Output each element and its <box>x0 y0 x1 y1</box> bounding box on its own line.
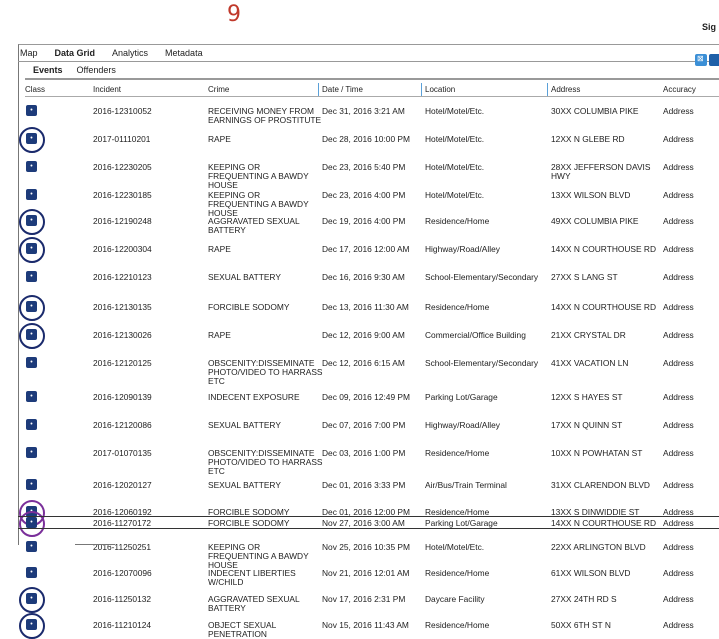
accuracy-cell: Address <box>663 162 694 172</box>
address-cell: 14XX N COURTHOUSE RD <box>551 518 657 528</box>
datetime-cell: Nov 21, 2016 12:01 AM <box>322 568 410 578</box>
datetime-cell: Dec 23, 2016 5:40 PM <box>322 162 406 172</box>
class-icon[interactable]: • <box>26 189 37 200</box>
handwritten-circle-mark <box>19 295 45 321</box>
class-icon[interactable]: • <box>26 391 37 402</box>
tab-offenders[interactable]: Offenders <box>76 65 116 75</box>
handwritten-circle-mark <box>19 237 45 263</box>
address-cell: 31XX CLARENDON BLVD <box>551 480 650 490</box>
handwritten-circle-mark <box>19 613 45 639</box>
address-cell: 13XX WILSON BLVD <box>551 190 631 200</box>
col-header-incident[interactable]: Incident <box>93 85 122 94</box>
handwritten-page-number: 9 <box>227 2 241 27</box>
datetime-cell: Dec 01, 2016 3:33 PM <box>322 480 406 490</box>
datetime-cell: Dec 28, 2016 10:00 PM <box>322 134 410 144</box>
datetime-cell: Nov 27, 2016 3:00 AM <box>322 518 405 528</box>
crime-cell: KEEPING OR FREQUENTING A BAWDY HOUSE <box>208 190 309 218</box>
app-frame <box>18 44 719 545</box>
address-cell: 27XX 24TH RD S <box>551 594 617 604</box>
location-cell: Residence/Home <box>425 507 490 517</box>
class-icon[interactable]: • <box>26 271 37 282</box>
datetime-cell: Dec 13, 2016 11:30 AM <box>322 302 409 312</box>
datetime-cell: Dec 07, 2016 7:00 PM <box>322 420 406 430</box>
incident-cell: 2016-12120086 <box>93 420 152 430</box>
crime-cell: AGGRAVATED SEXUAL BATTERY <box>208 594 300 613</box>
class-icon[interactable]: • <box>26 479 37 490</box>
accuracy-cell: Address <box>663 480 694 490</box>
address-cell: 22XX ARLINGTON BLVD <box>551 542 646 552</box>
location-cell: Commercial/Office Building <box>425 330 526 340</box>
address-cell: 10XX N POWHATAN ST <box>551 448 643 458</box>
class-icon[interactable]: • <box>26 301 37 312</box>
tab-metadata[interactable]: Metadata <box>165 48 203 58</box>
datetime-cell: Nov 17, 2016 2:31 PM <box>322 594 406 604</box>
incident-cell: 2016-11250251 <box>93 542 152 552</box>
incident-cell: 2016-12230205 <box>93 162 152 172</box>
address-cell: 30XX COLUMBIA PIKE <box>551 106 639 116</box>
handwritten-circle-mark <box>19 323 45 349</box>
class-icon[interactable]: • <box>26 243 37 254</box>
crime-cell: RAPE <box>208 134 231 144</box>
address-cell: 27XX S LANG ST <box>551 272 618 282</box>
location-cell: Hotel/Motel/Etc. <box>425 162 485 172</box>
handwritten-circle-mark <box>19 127 45 153</box>
tab-events[interactable]: Events <box>33 65 63 75</box>
export-icon[interactable] <box>695 54 707 66</box>
accuracy-cell: Address <box>663 216 694 226</box>
datetime-cell: Dec 01, 2016 12:00 PM <box>322 507 410 517</box>
datetime-cell: Dec 03, 2016 1:00 PM <box>322 448 406 458</box>
location-cell: Residence/Home <box>425 302 490 312</box>
location-cell: School-Elementary/Secondary <box>425 358 539 368</box>
datetime-cell: Nov 25, 2016 10:35 PM <box>322 542 410 552</box>
location-cell: Hotel/Motel/Etc. <box>425 134 485 144</box>
crime-cell: RAPE <box>208 330 231 340</box>
datetime-cell: Dec 17, 2016 12:00 AM <box>322 244 410 254</box>
location-cell: Residence/Home <box>425 448 490 458</box>
address-cell: 13XX S DINWIDDIE ST <box>551 507 640 517</box>
incident-cell: 2016-12190248 <box>93 216 152 226</box>
incident-cell: 2016-12230185 <box>93 190 152 200</box>
crime-cell: SEXUAL BATTERY <box>208 420 281 430</box>
accuracy-cell: Address <box>663 244 694 254</box>
location-cell: Residence/Home <box>425 620 490 630</box>
class-icon[interactable]: • <box>26 133 37 144</box>
address-cell: 21XX CRYSTAL DR <box>551 330 626 340</box>
datetime-cell: Dec 12, 2016 6:15 AM <box>322 358 405 368</box>
class-icon[interactable]: • <box>26 161 37 172</box>
tab-analytics[interactable]: Analytics <box>112 48 149 58</box>
crime-cell: FORCIBLE SODOMY <box>208 518 290 528</box>
address-cell: 12XX S HAYES ST <box>551 392 623 402</box>
crime-cell: INDECENT EXPOSURE <box>208 392 300 402</box>
crime-cell: RECEIVING MONEY FROM EARNINGS OF PROSTITUTE <box>208 106 322 125</box>
crime-cell: OBSCENITY:DISSEMINATE PHOTO/VIDEO TO HARRASS ETC <box>208 448 323 476</box>
crime-cell: FORCIBLE SODOMY <box>208 302 290 312</box>
handwritten-underline <box>18 516 719 517</box>
accuracy-cell: Address <box>663 330 694 340</box>
col-header-address[interactable]: Address <box>551 85 581 94</box>
top-right-label: Sig <box>702 22 717 32</box>
class-icon[interactable]: • <box>26 541 37 552</box>
class-icon[interactable]: • <box>26 447 37 458</box>
class-icon[interactable]: • <box>26 593 37 604</box>
class-icon[interactable]: • <box>26 357 37 368</box>
crime-cell: OBJECT SEXUAL PENETRATION <box>208 620 276 639</box>
incident-cell: 2016-12060192 <box>93 507 152 517</box>
header-divider <box>25 96 719 97</box>
incident-cell: 2016-12210123 <box>93 272 152 282</box>
address-cell: 50XX 6TH ST N <box>551 620 611 630</box>
settings-icon[interactable] <box>709 54 719 66</box>
accuracy-cell: Address <box>663 542 694 552</box>
accuracy-cell: Address <box>663 568 694 578</box>
crime-cell: KEEPING OR FREQUENTING A BAWDY HOUSE <box>208 542 309 570</box>
main-nav-tabs <box>20 46 220 60</box>
class-icon[interactable]: • <box>26 215 37 226</box>
address-cell: 14XX N COURTHOUSE RD <box>551 244 657 254</box>
accuracy-cell: Address <box>663 507 694 517</box>
handwritten-circle-mark <box>19 511 45 537</box>
accuracy-cell: Address <box>663 134 694 144</box>
class-icon[interactable]: • <box>26 567 37 578</box>
datetime-cell: Dec 23, 2016 4:00 PM <box>322 190 406 200</box>
col-resize-handle[interactable] <box>547 83 548 97</box>
location-cell: Hotel/Motel/Etc. <box>425 190 485 200</box>
location-cell: Hotel/Motel/Etc. <box>425 106 485 116</box>
col-header-location[interactable]: Location <box>425 85 456 94</box>
location-cell: School-Elementary/Secondary <box>425 272 539 282</box>
address-cell: 41XX VACATION LN <box>551 358 629 368</box>
address-cell: 12XX N GLEBE RD <box>551 134 625 144</box>
tab-map[interactable]: Map <box>20 48 38 58</box>
col-header-datetime[interactable]: Date / Time <box>322 85 363 94</box>
crime-cell: INDECENT LIBERTIES W/CHILD <box>208 568 296 587</box>
accuracy-cell: Address <box>663 420 694 430</box>
crime-cell: AGGRAVATED SEXUAL BATTERY <box>208 216 300 235</box>
crime-cell: FORCIBLE SODOMY <box>208 507 290 517</box>
address-cell: 28XX JEFFERSON DAVIS HWY <box>551 162 651 181</box>
incident-cell: 2016-12200304 <box>93 244 152 254</box>
handwritten-underline <box>18 528 719 529</box>
address-cell: 17XX N QUINN ST <box>551 420 623 430</box>
incident-cell: 2017-01110201 <box>93 134 151 144</box>
accuracy-cell: Address <box>663 594 694 604</box>
class-icon[interactable]: • <box>26 517 37 528</box>
location-cell: Air/Bus/Train Terminal <box>425 480 507 490</box>
datetime-cell: Dec 09, 2016 12:49 PM <box>322 392 410 402</box>
incident-cell: 2016-12090139 <box>93 392 152 402</box>
location-cell: Parking Lot/Garage <box>425 392 498 402</box>
crime-cell: KEEPING OR FREQUENTING A BAWDY HOUSE <box>208 162 309 190</box>
location-cell: Daycare Facility <box>425 594 485 604</box>
col-header-crime[interactable]: Crime <box>208 85 230 94</box>
datetime-cell: Dec 31, 2016 3:21 AM <box>322 106 405 116</box>
crime-cell: SEXUAL BATTERY <box>208 480 281 490</box>
tab-data-grid[interactable]: Data Grid <box>54 48 96 58</box>
accuracy-cell: Address <box>663 518 694 528</box>
incident-cell: 2016-11270172 <box>93 518 152 528</box>
incident-cell: 2017-01070135 <box>93 448 152 458</box>
datetime-cell: Dec 19, 2016 4:00 PM <box>322 216 406 226</box>
incident-cell: 2016-12070096 <box>93 568 152 578</box>
accuracy-cell: Address <box>663 392 694 402</box>
location-cell: Residence/Home <box>425 216 490 226</box>
location-cell: Hotel/Motel/Etc. <box>425 542 485 552</box>
accuracy-cell: Address <box>663 620 694 630</box>
incident-cell: 2016-12130026 <box>93 330 152 340</box>
grid-header <box>18 83 719 96</box>
accuracy-cell: Address <box>663 272 694 282</box>
location-cell: Highway/Road/Alley <box>425 244 500 254</box>
class-icon[interactable]: • <box>26 619 37 630</box>
incident-cell: 2016-12120125 <box>93 358 152 368</box>
accuracy-cell: Address <box>663 358 694 368</box>
incident-cell: 2016-11250132 <box>93 594 152 604</box>
nav-divider <box>18 61 719 62</box>
incident-cell: 2016-12310052 <box>93 106 152 116</box>
incident-cell: 2016-12130135 <box>93 302 152 312</box>
incident-cell: 2016-11210124 <box>93 620 152 630</box>
footer-mark <box>75 544 115 545</box>
handwritten-circle-mark <box>19 587 45 613</box>
accuracy-cell: Address <box>663 448 694 458</box>
accuracy-cell: Address <box>663 106 694 116</box>
col-resize-handle[interactable] <box>421 83 422 97</box>
crime-cell: RAPE <box>208 244 231 254</box>
subtab-divider <box>25 78 719 80</box>
col-header-class[interactable]: Class <box>25 85 46 94</box>
datetime-cell: Nov 15, 2016 11:43 AM <box>322 620 409 630</box>
datetime-cell: Dec 16, 2016 9:30 AM <box>322 272 405 282</box>
class-icon[interactable]: • <box>26 506 37 517</box>
address-cell: 49XX COLUMBIA PIKE <box>551 216 639 226</box>
accuracy-cell: Address <box>663 190 694 200</box>
crime-cell: OBSCENITY:DISSEMINATE PHOTO/VIDEO TO HARRASS ETC <box>208 358 323 386</box>
crime-cell: SEXUAL BATTERY <box>208 272 281 282</box>
class-icon[interactable]: • <box>26 105 37 116</box>
datetime-cell: Dec 12, 2016 9:00 AM <box>322 330 405 340</box>
address-cell: 61XX WILSON BLVD <box>551 568 631 578</box>
accuracy-cell: Address <box>663 302 694 312</box>
col-resize-handle[interactable] <box>318 83 319 97</box>
sub-tabs <box>33 64 130 76</box>
incident-cell: 2016-12020127 <box>93 480 152 490</box>
location-cell: Highway/Road/Alley <box>425 420 500 430</box>
location-cell: Residence/Home <box>425 568 490 578</box>
class-icon[interactable]: • <box>26 419 37 430</box>
col-header-accuracy[interactable]: Accuracy <box>663 85 696 94</box>
location-cell: Parking Lot/Garage <box>425 518 498 528</box>
address-cell: 14XX N COURTHOUSE RD <box>551 302 657 312</box>
class-icon[interactable]: • <box>26 329 37 340</box>
handwritten-circle-mark <box>19 209 45 235</box>
